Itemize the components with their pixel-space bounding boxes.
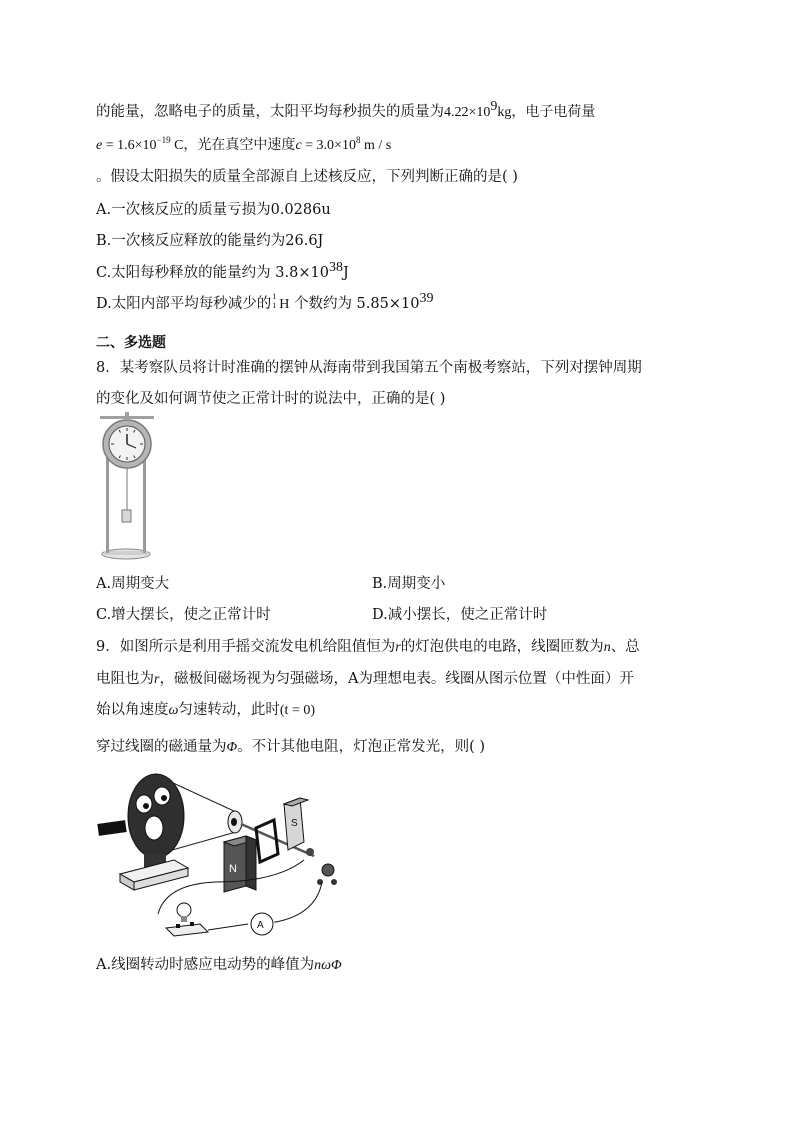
q7-option-c (96, 261, 349, 282)
q7-line1-text: 的能量，忽略电子的质量，太阳平均每秒损失的质量为 (96, 104, 444, 120)
q7-option-c-exp: 38 (328, 260, 343, 275)
var-n: n (603, 640, 611, 655)
var-phi: Φ (226, 740, 238, 755)
q7-charge-var: e (96, 138, 103, 153)
q8-option-c: C.增大摆长，使之正常计时 (96, 607, 271, 623)
q7-mass-loss-unit: kg，电子电荷量 (497, 105, 596, 120)
q7-line1 (96, 100, 595, 121)
q7-option-d-exp: 39 (419, 291, 434, 306)
hydrogen-nuclide: 1 1 (272, 292, 277, 310)
var-r-2: r (154, 672, 160, 687)
q9-line2 (96, 667, 634, 688)
q9-option-a-text: A.线圈转动时感应电动势的峰值为 (96, 957, 315, 973)
q8-option-b: B.周期变小 (372, 576, 446, 592)
q7-option-d-mid: 个数约为 5.85×10 (289, 296, 420, 312)
q9-line1-text: 9．如图所示是利用手摇交流发电机给阻值恒为 (96, 639, 396, 655)
ammeter-label: A (257, 920, 264, 931)
magnet-s-label: S (291, 818, 298, 829)
q7-charge-exp: −19 (156, 135, 171, 145)
q7-light-coef: = 3.0×10 (301, 138, 356, 153)
var-r: r (395, 640, 401, 655)
magnet-n-label: N (229, 863, 237, 875)
q9-line2-text: 电阻也为 (96, 671, 154, 687)
section-heading: 二、多选题 (96, 335, 166, 351)
q8-options-row1 (96, 572, 696, 593)
q7-option-c-unit: J (342, 265, 349, 281)
q7-light-unit: m / s (360, 138, 392, 153)
q9-line3-mid: 匀速转动，此时 (178, 702, 280, 718)
generator-figure (96, 764, 352, 944)
hydrogen-symbol: H (279, 297, 290, 312)
coil (256, 820, 278, 862)
q8-options-row2 (96, 603, 696, 624)
q9-line3 (96, 698, 315, 719)
t-zero-expr: (t = 0) (279, 703, 315, 718)
q7-option-a: A.一次核反应的质量亏损为0.0286u (96, 202, 331, 218)
q8-option-a: A.周期变大 (96, 576, 170, 592)
q9-option-a-expr: nωΦ (314, 958, 342, 973)
q7-stem-end: 。假设太阳损失的质量全部源自上述核反应，下列判断正确的是( ) (96, 169, 518, 185)
q8-line2: 的变化及如何调节使之正常计时的说法中，正确的是( ) (96, 391, 446, 407)
q9-line1-end: 、总 (610, 639, 640, 655)
q9-line2-post: ，磁极间磁场视为匀强磁场，A为理想电表。线圈从图示位置（中性面）开 (159, 671, 634, 687)
q7-line2 (96, 134, 391, 154)
pendulum-clock-figure (96, 412, 158, 564)
q8-option-d: D.减小摆长，使之正常计时 (372, 607, 548, 623)
q7-option-b: B.一次核反应释放的能量约为26.6J (96, 233, 324, 249)
q7-option-c-text: C.太阳每秒释放的能量约为 3.8×10 (96, 265, 329, 281)
q7-charge-coef: = 1.6×10 (102, 138, 157, 153)
q9-option-a (96, 953, 342, 974)
q9-line3-text: 始以角速度 (96, 702, 169, 718)
light-bulb (166, 903, 208, 936)
q7-mass-loss-exp: 9 (490, 99, 498, 114)
var-omega: ω (168, 703, 179, 718)
q7-light-exp: 8 (355, 135, 361, 145)
crank-handle (97, 820, 126, 836)
q7-mass-loss-coef: 4.22×10 (444, 105, 491, 120)
q9-line4-post: 。不计其他电阻，灯泡正常发光，则( ) (237, 739, 486, 755)
q7-light-var: c (295, 138, 302, 153)
q9-line1-mid: 的灯泡供电的电路，线圈匝数为 (400, 639, 604, 655)
q9-line1 (96, 635, 640, 656)
q8-line1: 8．某考察队员将计时准确的摆钟从海南带到我国第五个南极考察站，下列对摆钟周期 (96, 360, 642, 376)
q9-line4 (96, 735, 485, 756)
q7-option-d (96, 292, 433, 313)
pendulum-bob (122, 510, 131, 522)
q9-line4-text: 穿过线圈的磁通量为 (96, 739, 227, 755)
q7-option-d-text: D.太阳内部平均每秒减少的 (96, 296, 272, 312)
q7-charge-unit: C，光在真空中速度 (170, 138, 296, 153)
